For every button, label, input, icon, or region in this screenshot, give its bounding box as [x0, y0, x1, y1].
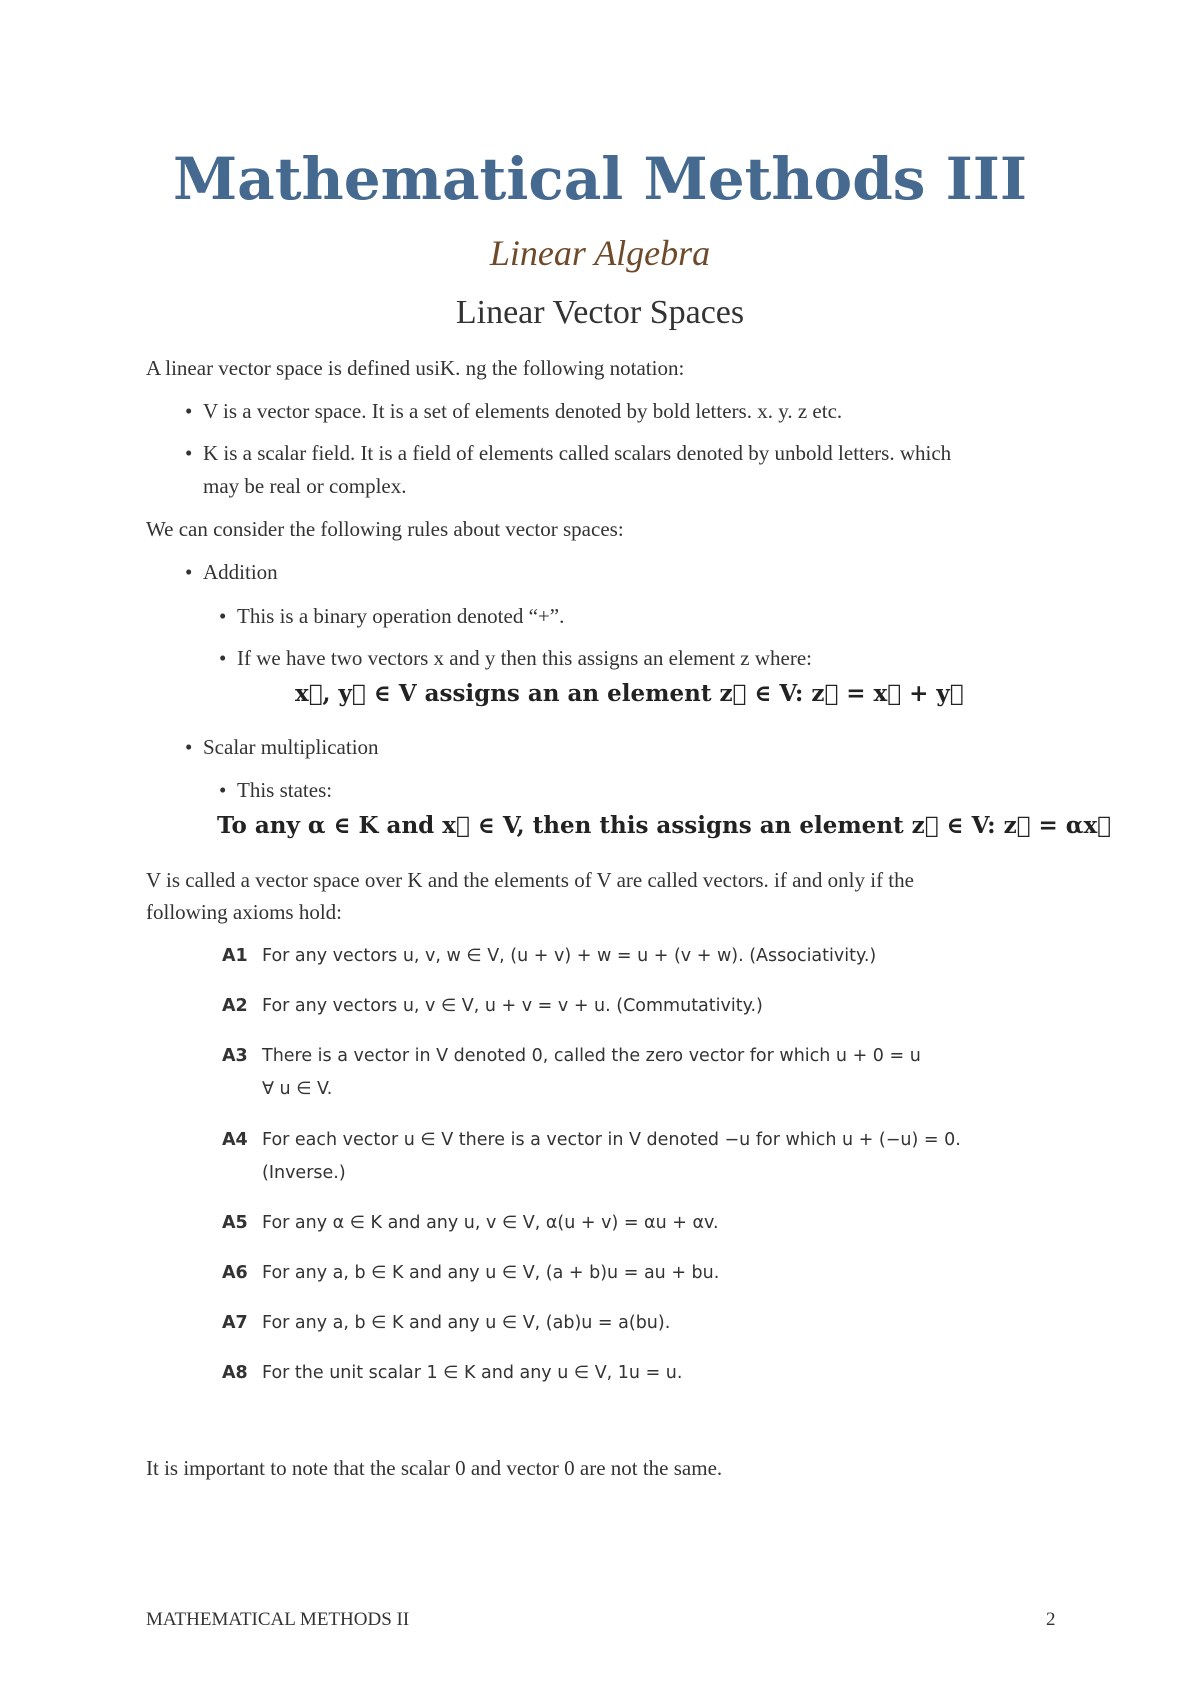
- bullet-icon: •: [185, 735, 193, 759]
- axiom-a2: A2 For any vectors u, v ∈ V, u + v = v + u. (Commutativity.): [222, 996, 763, 1016]
- list-item: • This is a binary operation denoted “+”.: [219, 600, 564, 632]
- list-item: • If we have two vectors x and y then this assigns an element z where:: [219, 642, 812, 674]
- axiom-a3: A3 There is a vector in V denoted 0, called the zero vector for which u + 0 = u ∀ u ∈ V.: [222, 1046, 921, 1099]
- list-item-addition: • Addition: [185, 556, 278, 588]
- rules-intro: We can consider the following rules about vector spaces:: [146, 517, 624, 541]
- intro-paragraph: A linear vector space is defined usiK. ng the following notation:: [146, 356, 685, 380]
- bullet-icon: •: [219, 646, 227, 670]
- bullet-icon: •: [219, 604, 227, 628]
- axiom-a7: A7 For any a, b ∈ K and any u ∈ V, (ab)u = a(bu).: [222, 1313, 671, 1333]
- bullet-icon: •: [219, 778, 227, 802]
- bullet-icon: •: [185, 399, 193, 423]
- axiom-a8: A8 For the unit scalar 1 ∈ K and any u ∈ V, 1u = u.: [222, 1363, 683, 1383]
- bullet-icon: •: [185, 441, 193, 465]
- page-number: 2: [1046, 1609, 1056, 1630]
- list-item: • K is a scalar field. It is a field of elements called scalars denoted by unbold letters. which: [185, 437, 951, 469]
- page-title: Mathematical Methods III: [172, 145, 1028, 213]
- axiom-a5: A5 For any α ∈ K and any u, v ∈ V, α(u + v) = αu + αv.: [222, 1213, 719, 1233]
- footer-running-title: MATHEMATICAL METHODS II: [146, 1609, 410, 1630]
- axioms-intro-line: following axioms hold:: [146, 900, 342, 924]
- note-paragraph: It is important to note that the scalar 0 and vector 0 are not the same.: [146, 1456, 723, 1480]
- axiom-a1: A1 For any vectors u, v, w ∈ V, (u + v) + w = u + (v + w). (Associativity.): [222, 946, 877, 966]
- addition-formula: x⃗, y⃗ ∈ V assigns an an element z⃗ ∈ V: z⃗ = x⃗ + y⃗: [295, 680, 964, 707]
- list-item-scalar: • Scalar multiplication: [185, 731, 379, 763]
- section-heading: Linear Vector Spaces: [455, 294, 745, 331]
- list-item: • This states:: [219, 774, 332, 806]
- list-item-continuation: may be real or complex.: [203, 474, 407, 498]
- scalar-formula: To any α ∈ K and x⃗ ∈ V, then this assigns an element z⃗ ∈ V: z⃗ = αx⃗: [217, 812, 1111, 839]
- page-subtitle: Linear Algebra: [489, 233, 711, 273]
- bullet-icon: •: [185, 560, 193, 584]
- axiom-a4: A4 For each vector u ∈ V there is a vector in V denoted −u for which u + (−u) = 0. (Inverse.): [222, 1130, 961, 1183]
- list-item: • V is a vector space. It is a set of elements denoted by bold letters. x. y. z etc.: [185, 395, 842, 427]
- axioms-intro-line: V is called a vector space over K and the elements of V are called vectors. if and only if the: [146, 868, 914, 892]
- axiom-a6: A6 For any a, b ∈ K and any u ∈ V, (a + b)u = au + bu.: [222, 1263, 720, 1283]
